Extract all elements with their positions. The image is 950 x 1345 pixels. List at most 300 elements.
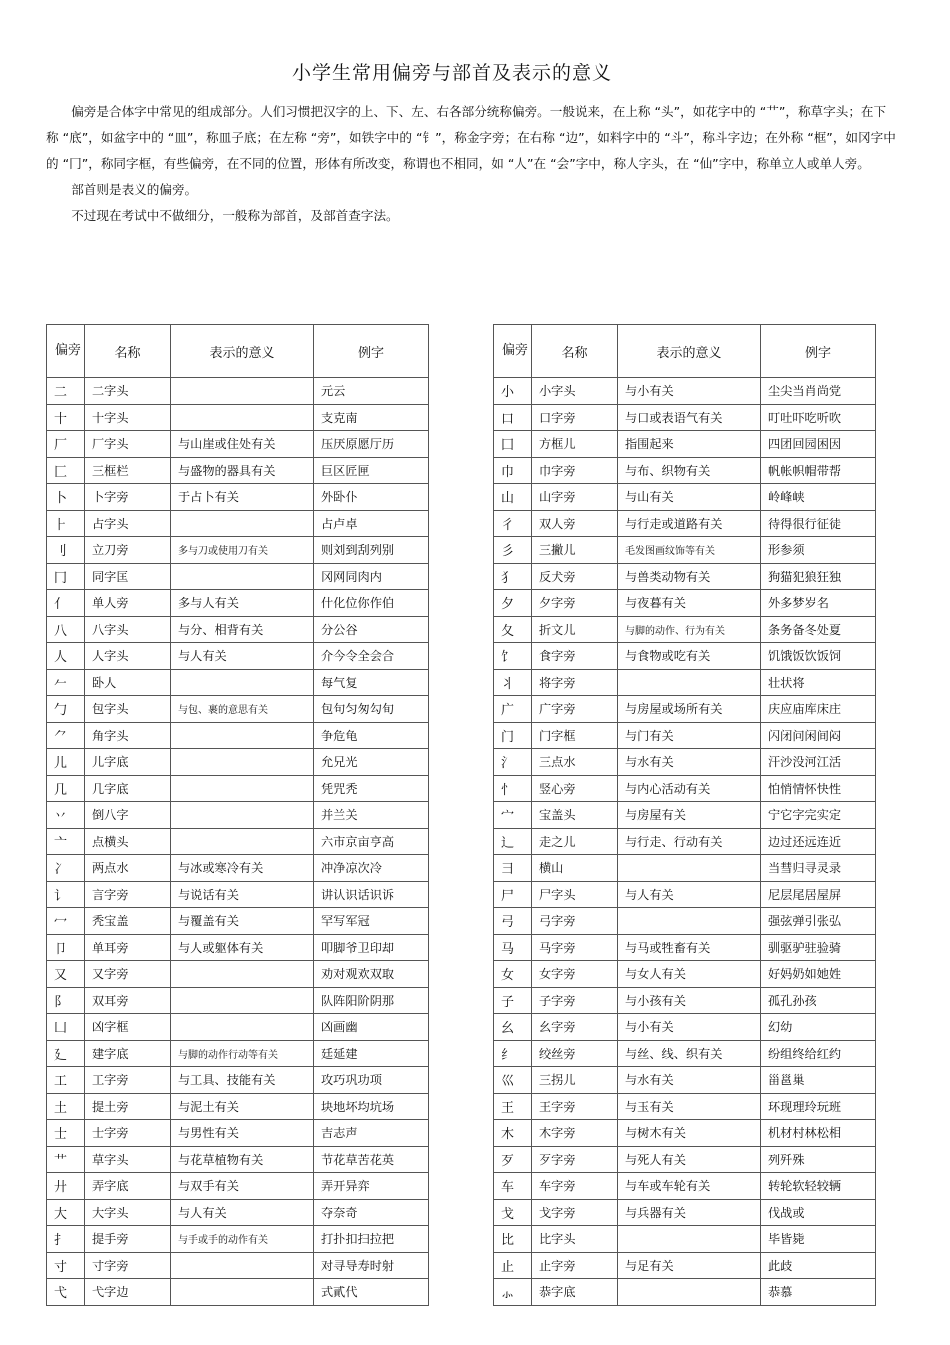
name-cell: 比字头 <box>532 1226 618 1253</box>
table-row <box>47 1093 429 1120</box>
meaning-cell <box>618 669 761 696</box>
meaning-cell: 与泥土有关 <box>171 1093 314 1120</box>
table-row <box>494 828 876 855</box>
name-cell: 建字底 <box>85 1040 171 1067</box>
radical-cell: 忄 <box>494 775 532 802</box>
meaning-cell: 与夜暮有关 <box>618 590 761 617</box>
radical-cell: 厂 <box>47 431 85 458</box>
meaning-cell: 与布、织物有关 <box>618 457 761 484</box>
meaning-cell: 与马或牲畜有关 <box>618 934 761 961</box>
table-row <box>494 590 876 617</box>
table-row <box>494 510 876 537</box>
name-cell: 巾字旁 <box>532 457 618 484</box>
radical-cell: 二 <box>47 378 85 405</box>
table-row <box>494 1279 876 1306</box>
meaning-cell <box>171 1279 314 1306</box>
radical-cell: 八 <box>47 616 85 643</box>
radical-cell: 𠂉 <box>47 669 85 696</box>
meaning-cell <box>171 749 314 776</box>
table-row <box>494 457 876 484</box>
header-meaning: 表示的意义 <box>171 325 314 378</box>
meaning-cell: 多与人有关 <box>171 590 314 617</box>
table-row <box>47 1226 429 1253</box>
examples-cell: 怕悄情怀快性 <box>761 775 876 802</box>
table-row <box>494 643 876 670</box>
radical-cell: 冂 <box>47 563 85 590</box>
table-row <box>47 404 429 431</box>
examples-cell: 罕写军冠 <box>314 908 429 935</box>
meaning-cell <box>618 908 761 935</box>
table-row <box>494 1252 876 1279</box>
examples-cell: 待得很行征徒 <box>761 510 876 537</box>
meaning-cell: 与双手有关 <box>171 1173 314 1200</box>
examples-cell: 宁它字完实定 <box>761 802 876 829</box>
table-row <box>47 643 429 670</box>
meaning-cell: 与包、裹的意思有关 <box>171 696 314 723</box>
meaning-cell: 与房屋有关 <box>618 802 761 829</box>
name-cell: 戈字旁 <box>532 1199 618 1226</box>
table-header-row <box>47 325 429 378</box>
radical-cell: 木 <box>494 1120 532 1147</box>
table-row <box>47 1014 429 1041</box>
table-row <box>47 802 429 829</box>
table-row <box>47 1146 429 1173</box>
table-row <box>494 961 876 988</box>
name-cell: 口字旁 <box>532 404 618 431</box>
examples-cell: 伐战或 <box>761 1199 876 1226</box>
radical-cell: 纟 <box>494 1040 532 1067</box>
name-cell: 二字头 <box>85 378 171 405</box>
examples-cell: 当彗归寻灵录 <box>761 855 876 882</box>
meaning-cell: 与说话有关 <box>171 881 314 908</box>
examples-cell: 形参须 <box>761 537 876 564</box>
examples-cell: 介今令全会合 <box>314 643 429 670</box>
meaning-cell <box>171 669 314 696</box>
examples-cell: 好妈奶如她姓 <box>761 961 876 988</box>
radical-cell: 小 <box>494 378 532 405</box>
table-row <box>494 802 876 829</box>
examples-cell: 攻巧巩功项 <box>314 1067 429 1094</box>
name-cell: 弓字旁 <box>532 908 618 935</box>
examples-cell: 争危龟 <box>314 722 429 749</box>
meaning-cell: 与脚的动作、行为有关 <box>618 616 761 643</box>
radical-cell: 弓 <box>494 908 532 935</box>
name-cell: 厂字头 <box>85 431 171 458</box>
header-meaning: 表示的意义 <box>618 325 761 378</box>
name-cell: 小字头 <box>532 378 618 405</box>
meaning-cell: 多与刀或使用刀有关 <box>171 537 314 564</box>
name-cell: 提手旁 <box>85 1226 171 1253</box>
examples-cell: 允兄光 <box>314 749 429 776</box>
meaning-cell: 毛发图画纹饰等有关 <box>618 537 761 564</box>
radical-cell: 十 <box>47 404 85 431</box>
table-row <box>47 1173 429 1200</box>
meaning-cell: 与食物或吃有关 <box>618 643 761 670</box>
meaning-cell <box>171 987 314 1014</box>
meaning-cell <box>618 1226 761 1253</box>
name-cell: 弋字边 <box>85 1279 171 1306</box>
radical-cell: 口 <box>494 404 532 431</box>
meaning-cell <box>171 1014 314 1041</box>
radical-cell: 匚 <box>47 457 85 484</box>
table-row <box>47 908 429 935</box>
radical-cell: 巾 <box>494 457 532 484</box>
examples-cell: 廷延建 <box>314 1040 429 1067</box>
radical-cell: 彡 <box>494 537 532 564</box>
examples-cell: 甾邕巢 <box>761 1067 876 1094</box>
radical-cell: 止 <box>494 1252 532 1279</box>
radical-cell: 辶 <box>494 828 532 855</box>
examples-cell: 壮状将 <box>761 669 876 696</box>
name-cell: 寸字旁 <box>85 1252 171 1279</box>
name-cell: 双人旁 <box>532 510 618 537</box>
radical-cell: 阝 <box>47 987 85 1014</box>
meaning-cell: 与足有关 <box>618 1252 761 1279</box>
table-row <box>494 563 876 590</box>
examples-cell: 纷组终给红约 <box>761 1040 876 1067</box>
name-cell: 单耳旁 <box>85 934 171 961</box>
meaning-cell: 与死人有关 <box>618 1146 761 1173</box>
page-title: 小学生常用偏旁与部首及表示的意义 <box>291 62 612 84</box>
table-row <box>494 1120 876 1147</box>
examples-cell: 毕皆毙 <box>761 1226 876 1253</box>
examples-cell: 四团回园困因 <box>761 431 876 458</box>
meaning-cell: 与人有关 <box>618 881 761 908</box>
name-cell: 同字匡 <box>85 563 171 590</box>
radical-cell: 氵 <box>494 749 532 776</box>
table-row <box>47 484 429 511</box>
examples-cell: 弄开异弈 <box>314 1173 429 1200</box>
examples-cell: 外卧仆 <box>314 484 429 511</box>
meaning-cell <box>171 722 314 749</box>
radical-cell: 山 <box>494 484 532 511</box>
radical-cell: 女 <box>494 961 532 988</box>
examples-cell: 夺奈奇 <box>314 1199 429 1226</box>
meaning-cell: 与山崖或住处有关 <box>171 431 314 458</box>
name-cell: 秃宝盖 <box>85 908 171 935</box>
name-cell: 立刀旁 <box>85 537 171 564</box>
examples-cell: 式貳代 <box>314 1279 429 1306</box>
table-row <box>47 1279 429 1306</box>
meaning-cell <box>171 510 314 537</box>
header-examples: 例字 <box>314 325 429 378</box>
name-cell: 工字旁 <box>85 1067 171 1094</box>
examples-cell: 外多梦岁名 <box>761 590 876 617</box>
radical-cell: ⺊ <box>47 510 85 537</box>
table-row <box>494 775 876 802</box>
header-radical: 偏旁 <box>494 325 532 378</box>
examples-cell: 幻幼 <box>761 1014 876 1041</box>
table-row <box>494 484 876 511</box>
name-cell: 草字头 <box>85 1146 171 1173</box>
table-row <box>494 616 876 643</box>
name-cell: 卜字旁 <box>85 484 171 511</box>
table-row <box>47 457 429 484</box>
name-cell: 广字旁 <box>532 696 618 723</box>
radical-cell: 门 <box>494 722 532 749</box>
meaning-cell: 与覆盖有关 <box>171 908 314 935</box>
meaning-cell <box>171 961 314 988</box>
name-cell: 包字头 <box>85 696 171 723</box>
radical-cell: 扌 <box>47 1226 85 1253</box>
radical-cell: ⺈ <box>47 722 85 749</box>
meaning-cell: 与冰或寒冷有关 <box>171 855 314 882</box>
examples-cell: 冲净凉次冷 <box>314 855 429 882</box>
name-cell: 方框儿 <box>532 431 618 458</box>
meaning-cell: 与人有关 <box>171 643 314 670</box>
intro-paragraph: 部首则是表义的偏旁。 <box>71 182 198 197</box>
table-row <box>47 510 429 537</box>
examples-cell: 节花草苦花英 <box>314 1146 429 1173</box>
radical-cell: 宀 <box>494 802 532 829</box>
radical-cell: 凵 <box>47 1014 85 1041</box>
table-row <box>494 722 876 749</box>
radical-cell: 儿 <box>47 749 85 776</box>
radical-cell: 夕 <box>494 590 532 617</box>
examples-cell: 机材村林松相 <box>761 1120 876 1147</box>
name-cell: 倒八字 <box>85 802 171 829</box>
name-cell: 三撇儿 <box>532 537 618 564</box>
name-cell: 弄字底 <box>85 1173 171 1200</box>
radical-cell: 卩 <box>47 934 85 961</box>
table-row <box>47 616 429 643</box>
examples-cell: 叩脚爷卫印却 <box>314 934 429 961</box>
name-cell: 食字旁 <box>532 643 618 670</box>
table-row <box>47 1252 429 1279</box>
radical-cell: 丷 <box>47 802 85 829</box>
table-row <box>494 987 876 1014</box>
name-cell: 几字底 <box>85 775 171 802</box>
table-row <box>494 431 876 458</box>
examples-cell: 饥饿饭饮饭饲 <box>761 643 876 670</box>
table-row <box>494 1067 876 1094</box>
meaning-cell: 与房屋或场所有关 <box>618 696 761 723</box>
meaning-cell: 与行走、行动有关 <box>618 828 761 855</box>
radical-cell: 勹 <box>47 696 85 723</box>
examples-cell: 什化位你作伯 <box>314 590 429 617</box>
examples-cell: 强弦弹引张弘 <box>761 908 876 935</box>
name-cell: 三框栏 <box>85 457 171 484</box>
intro-text <box>46 99 896 229</box>
radical-cell: 子 <box>494 987 532 1014</box>
meaning-cell: 与手或手的动作有关 <box>171 1226 314 1253</box>
name-cell: 两点水 <box>85 855 171 882</box>
meaning-cell: 指围起来 <box>618 431 761 458</box>
meaning-cell: 与水有关 <box>618 749 761 776</box>
meaning-cell: 与工具、技能有关 <box>171 1067 314 1094</box>
meaning-cell: 与小有关 <box>618 378 761 405</box>
header-name: 名称 <box>85 325 171 378</box>
examples-cell: 并兰关 <box>314 802 429 829</box>
table-row <box>494 881 876 908</box>
table-row <box>494 855 876 882</box>
name-cell: 止字旁 <box>532 1252 618 1279</box>
examples-cell: 叮吐吓吃听吹 <box>761 404 876 431</box>
meaning-cell <box>171 563 314 590</box>
radical-cell: 冖 <box>47 908 85 935</box>
radical-cell: 囗 <box>494 431 532 458</box>
table-row <box>494 934 876 961</box>
meaning-cell <box>171 378 314 405</box>
table-row <box>47 881 429 908</box>
table-row <box>47 961 429 988</box>
radical-cell: 廾 <box>47 1173 85 1200</box>
radicals-table-left <box>46 324 429 1306</box>
examples-cell: 支克南 <box>314 404 429 431</box>
radical-cell: 讠 <box>47 881 85 908</box>
name-cell: 儿字底 <box>85 749 171 776</box>
examples-cell: 块地坏均坑场 <box>314 1093 429 1120</box>
name-cell: 幺字旁 <box>532 1014 618 1041</box>
examples-cell: 占卢卓 <box>314 510 429 537</box>
name-cell: 车字旁 <box>532 1173 618 1200</box>
name-cell: 大字头 <box>85 1199 171 1226</box>
name-cell: 竖心旁 <box>532 775 618 802</box>
examples-cell: 包句匀匆勾旬 <box>314 696 429 723</box>
examples-cell: 对寻导寿时射 <box>314 1252 429 1279</box>
examples-cell: 巨区匠匣 <box>314 457 429 484</box>
intro-paragraph: 偏旁是合体字中常见的组成部分。人们习惯把汉字的上、下、左、右各部分统称偏旁。一般说来，在上称 “头”，如花字中的 “艹”，称草字头；在下称 “底”，如盆字中的 “皿”，称皿子底；在左称 “旁”，如铁字中的 “钅”，称金字旁；在右称 “边”，如料字中的 “斗”，称斗字边；在外称 “框”，如冈字中的 “冂”，称同字框，有些偏旁，在不同的位置，形体有所改变，称谓也不相同，如 “人”在 “会”字中，称人字头，在 “仙”字中，称单立人或单人旁。 <box>46 104 896 171</box>
examples-cell: 六市京亩亨高 <box>314 828 429 855</box>
meaning-cell: 与树木有关 <box>618 1120 761 1147</box>
table-row <box>47 696 429 723</box>
examples-cell: 汗沙没河江活 <box>761 749 876 776</box>
radical-cell: 戈 <box>494 1199 532 1226</box>
table-row <box>494 696 876 723</box>
meaning-cell: 与花草植物有关 <box>171 1146 314 1173</box>
name-cell: 马字旁 <box>532 934 618 961</box>
table-row <box>47 431 429 458</box>
radical-cell: 又 <box>47 961 85 988</box>
meaning-cell: 与兵器有关 <box>618 1199 761 1226</box>
examples-cell: 庆应庙库床庄 <box>761 696 876 723</box>
meaning-cell: 与女人有关 <box>618 961 761 988</box>
name-cell: 歹字旁 <box>532 1146 618 1173</box>
name-cell: 恭字底 <box>532 1279 618 1306</box>
table-row <box>47 563 429 590</box>
meaning-cell: 与小孩有关 <box>618 987 761 1014</box>
examples-cell: 压厌原愿厅历 <box>314 431 429 458</box>
radical-cell: 弋 <box>47 1279 85 1306</box>
name-cell: 占字头 <box>85 510 171 537</box>
table-row <box>494 1040 876 1067</box>
table-row <box>47 1199 429 1226</box>
name-cell: 人字头 <box>85 643 171 670</box>
meaning-cell <box>171 1252 314 1279</box>
radical-cell: 士 <box>47 1120 85 1147</box>
examples-cell: 闪闭问闲间闷 <box>761 722 876 749</box>
meaning-cell: 与脚的动作行动等有关 <box>171 1040 314 1067</box>
name-cell: 绞丝旁 <box>532 1040 618 1067</box>
header-name: 名称 <box>532 325 618 378</box>
radical-cell: 卜 <box>47 484 85 511</box>
table-header-row <box>494 325 876 378</box>
name-cell: 又字旁 <box>85 961 171 988</box>
examples-cell: 尘尖当肖尚党 <box>761 378 876 405</box>
table-row <box>47 775 429 802</box>
radical-cell: 饣 <box>494 643 532 670</box>
radical-cell: 寸 <box>47 1252 85 1279</box>
radical-cell: 幺 <box>494 1014 532 1041</box>
name-cell: 门字框 <box>532 722 618 749</box>
table-row <box>494 669 876 696</box>
examples-cell: 则刘到刮列别 <box>314 537 429 564</box>
radical-cell: 工 <box>47 1067 85 1094</box>
name-cell: 士字旁 <box>85 1120 171 1147</box>
examples-cell: 劝对观欢双取 <box>314 961 429 988</box>
table-row <box>47 669 429 696</box>
examples-cell: 驯驱驴驻验骑 <box>761 934 876 961</box>
name-cell: 山字旁 <box>532 484 618 511</box>
radical-cell: 歹 <box>494 1146 532 1173</box>
meaning-cell: 与盛物的器具有关 <box>171 457 314 484</box>
radical-cell: 亠 <box>47 828 85 855</box>
table-row <box>47 1067 429 1094</box>
table-row <box>494 1199 876 1226</box>
table-row <box>494 1146 876 1173</box>
meaning-cell <box>618 855 761 882</box>
table-row <box>47 590 429 617</box>
radical-cell: 丬 <box>494 669 532 696</box>
radical-cell: 廴 <box>47 1040 85 1067</box>
examples-cell: 狗猫犯狼狂独 <box>761 563 876 590</box>
header-examples: 例字 <box>761 325 876 378</box>
table-row <box>47 855 429 882</box>
radical-cell: 人 <box>47 643 85 670</box>
meaning-cell: 与内心活动有关 <box>618 775 761 802</box>
radical-cell: 广 <box>494 696 532 723</box>
table-row <box>494 1093 876 1120</box>
radicals-table-right <box>493 324 876 1306</box>
examples-cell: 分公谷 <box>314 616 429 643</box>
examples-cell: 凭咒秃 <box>314 775 429 802</box>
examples-cell: 帆帐帜帽带帮 <box>761 457 876 484</box>
radical-cell: 刂 <box>47 537 85 564</box>
meaning-cell <box>171 775 314 802</box>
meaning-cell: 与男性有关 <box>171 1120 314 1147</box>
examples-cell: 讲认识话识诉 <box>314 881 429 908</box>
examples-cell: 条务备冬处夏 <box>761 616 876 643</box>
name-cell: 横山 <box>532 855 618 882</box>
radical-cell: 比 <box>494 1226 532 1253</box>
table-row <box>494 1226 876 1253</box>
meaning-cell <box>171 404 314 431</box>
meaning-cell: 与分、相背有关 <box>171 616 314 643</box>
meaning-cell: 与人或躯体有关 <box>171 934 314 961</box>
table-row <box>47 934 429 961</box>
name-cell: 折文儿 <box>532 616 618 643</box>
meaning-cell: 与车或车轮有关 <box>618 1173 761 1200</box>
examples-cell: 孤孔孙孩 <box>761 987 876 1014</box>
name-cell: 尸字头 <box>532 881 618 908</box>
meaning-cell: 与水有关 <box>618 1067 761 1094</box>
name-cell: 走之儿 <box>532 828 618 855</box>
meaning-cell: 与人有关 <box>171 1199 314 1226</box>
table-row <box>47 749 429 776</box>
name-cell: 反犬旁 <box>532 563 618 590</box>
radical-cell: 土 <box>47 1093 85 1120</box>
examples-cell: 打扑扣扫拉把 <box>314 1226 429 1253</box>
examples-cell: 吉志声 <box>314 1120 429 1147</box>
name-cell: 木字旁 <box>532 1120 618 1147</box>
examples-cell: 每气复 <box>314 669 429 696</box>
radical-cell: 彐 <box>494 855 532 882</box>
table-row <box>47 987 429 1014</box>
meaning-cell: 与门有关 <box>618 722 761 749</box>
name-cell: 三拐儿 <box>532 1067 618 1094</box>
radical-cell: 犭 <box>494 563 532 590</box>
name-cell: 三点水 <box>532 749 618 776</box>
